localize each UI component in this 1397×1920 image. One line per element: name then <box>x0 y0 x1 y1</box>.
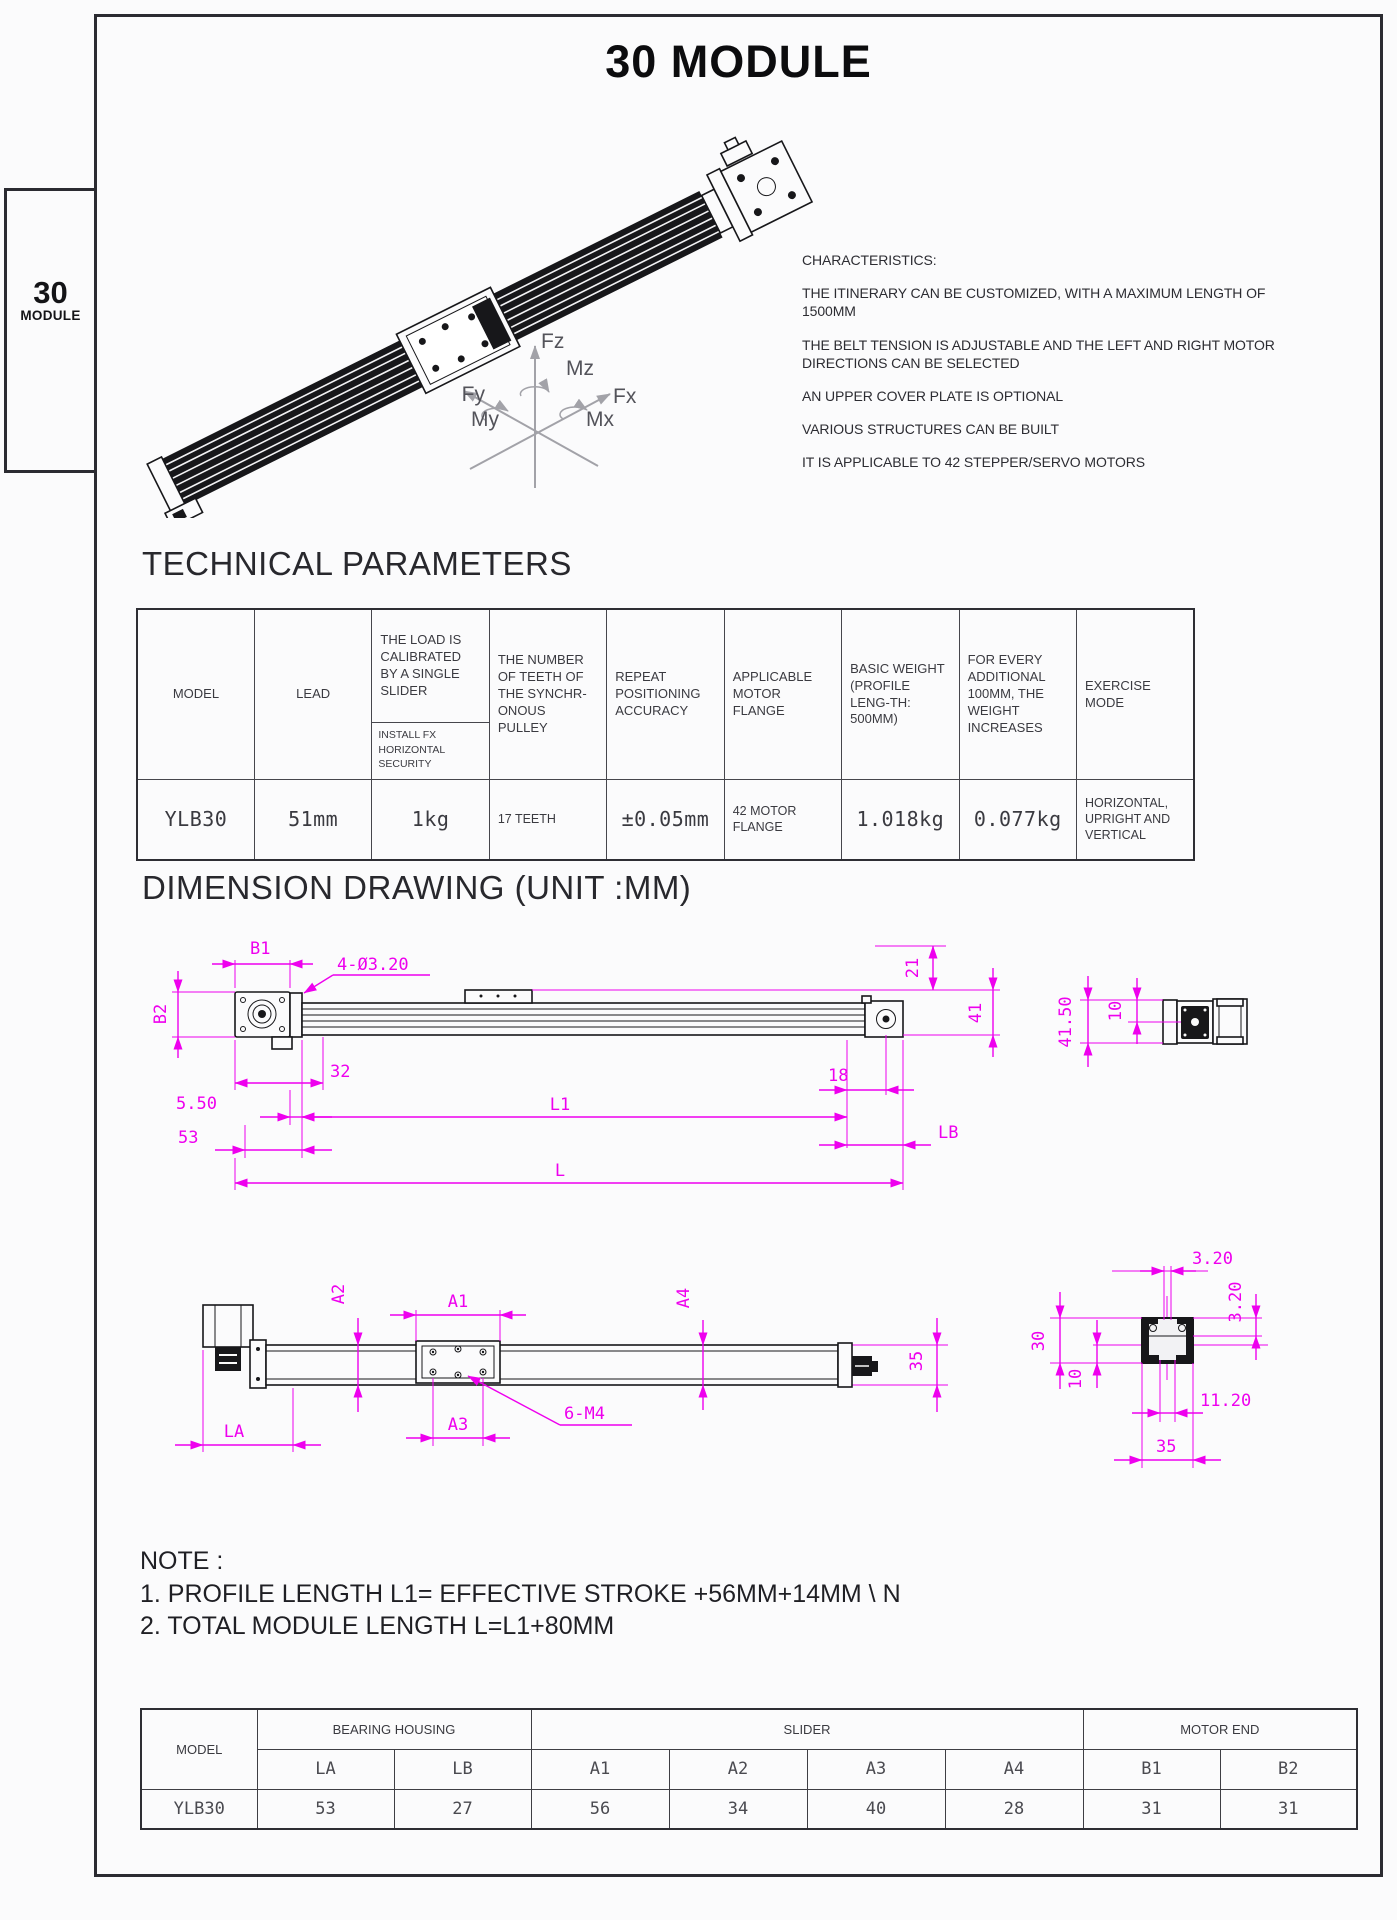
dim-label-mount-holes: 4-Ø3.20 <box>337 955 409 975</box>
note-label: NOTE : <box>140 1547 224 1575</box>
col-b1: B1 <box>1083 1749 1220 1789</box>
dimension-value-table <box>140 1708 1358 1830</box>
dim-label-550: 5.50 <box>176 1094 217 1114</box>
force-axes-diagram <box>400 290 680 500</box>
value-weight-increase: 0.077kg <box>959 780 1076 860</box>
end-view-drawing <box>1056 976 1247 1067</box>
group-motor-end: MOTOR END <box>1083 1709 1357 1749</box>
dim-label-lb: LB <box>938 1123 959 1143</box>
page-title: 30 MODULE <box>605 36 872 87</box>
dim-table-group-row <box>141 1709 1357 1749</box>
dim-label-1120: 11.20 <box>1200 1391 1252 1411</box>
dim-label-b1: B1 <box>250 939 271 959</box>
plan-view-drawing <box>175 1284 948 1452</box>
characteristics-block <box>802 251 1322 487</box>
tech-table-data-row <box>137 780 1194 860</box>
value-a1: 56 <box>531 1789 669 1829</box>
header-accuracy: REPEAT POSITIONING ACCURACY <box>607 609 724 780</box>
technical-parameters-heading: TECHNICAL PARAMETERS <box>142 545 572 582</box>
group-slider: SLIDER <box>531 1709 1083 1749</box>
dim-label-21: 21 <box>903 957 923 979</box>
dim-label-b2: B2 <box>151 1003 171 1025</box>
col-b2: B2 <box>1220 1749 1357 1789</box>
characteristic-item: IT IS APPLICABLE TO 42 STEPPER/SERVO MOTORS <box>802 454 1145 471</box>
dim-label-a2: A2 <box>329 1283 349 1305</box>
dim-label-53: 53 <box>178 1128 199 1148</box>
group-bearing-housing: BEARING HOUSING <box>257 1709 531 1749</box>
side-tab-30-module <box>4 188 97 473</box>
dim-label-l1: L1 <box>549 1095 571 1115</box>
characteristic-item: THE ITINERARY CAN BE CUSTOMIZED, WITH A MAXIMUM LENGTH OF 1500MM <box>802 285 1266 320</box>
dim-label-la: LA <box>223 1422 245 1442</box>
header-weight-increase: FOR EVERY ADDITIONAL 100MM, THE WEIGHT INCREASES <box>959 609 1076 780</box>
value-a2: 34 <box>669 1789 807 1829</box>
dim-label-18: 18 <box>828 1066 849 1086</box>
characteristics-heading: CHARACTERISTICS: <box>802 252 937 268</box>
value-basic-weight: 1.018kg <box>842 780 959 860</box>
dim-label-6m4: 6-M4 <box>564 1404 605 1424</box>
dim-table-values-row <box>141 1789 1357 1829</box>
header-flange: APPLICABLE MOTOR FLANGE <box>724 609 841 780</box>
dim-label-41: 41 <box>966 1002 986 1024</box>
value-la: 53 <box>257 1789 394 1829</box>
value-teeth: 17 TEETH <box>489 780 606 860</box>
tech-table-header-row <box>137 609 1194 780</box>
dim-label-30: 30 <box>1029 1330 1049 1352</box>
side-view-drawing <box>151 939 1000 1190</box>
note-line: 1. PROFILE LENGTH L1= EFFECTIVE STROKE +56MM+14MM \ N <box>140 1579 901 1608</box>
dim-label-l: L <box>554 1161 566 1181</box>
force-label-fx: Fx <box>613 385 637 408</box>
value-lead: 51mm <box>254 780 371 860</box>
value-flange: 42 MOTOR FLANGE <box>724 780 841 860</box>
header-basic-weight: BASIC WEIGHT (PROFILE LENG-TH: 500MM) <box>842 609 959 780</box>
dimension-drawings <box>100 930 1390 1542</box>
dim-label-a1: A1 <box>447 1292 469 1312</box>
dim-label-320-side: 3.20 <box>1226 1281 1246 1323</box>
dimension-drawing-heading: DIMENSION DRAWING (UNIT :MM) <box>142 869 692 906</box>
side-tab-number: 30 <box>33 275 68 310</box>
dim-label-10-section: 10 <box>1066 1368 1086 1390</box>
dim-table-columns-row <box>141 1749 1357 1789</box>
col-a1: A1 <box>531 1749 669 1789</box>
header-load-main: THE LOAD IS CALIBRATED BY A SINGLE SLIDER <box>380 632 462 699</box>
header-model: MODEL <box>137 609 254 780</box>
dim-label-4150: 41.50 <box>1056 996 1076 1048</box>
characteristic-item: THE BELT TENSION IS ADJUSTABLE AND THE LEFT AND RIGHT MOTOR DIRECTIONS CAN BE SELECTED <box>802 336 1275 371</box>
force-label-mx: Mx <box>586 408 614 431</box>
value-accuracy: ±0.05mm <box>607 780 724 860</box>
side-tab-label: MODULE <box>20 308 81 323</box>
section-view-drawing <box>1029 1249 1268 1468</box>
header-load <box>372 609 489 780</box>
value-lb: 27 <box>394 1789 531 1829</box>
dim-label-320-top: 3.20 <box>1192 1249 1233 1269</box>
force-label-my: My <box>471 408 499 431</box>
col-a4: A4 <box>945 1749 1083 1789</box>
value-model: YLB30 <box>137 780 254 860</box>
col-la: LA <box>257 1749 394 1789</box>
dim-label-35-section: 35 <box>1156 1437 1177 1457</box>
value-a3: 40 <box>807 1789 945 1829</box>
value-model: YLB30 <box>141 1789 257 1829</box>
value-a4: 28 <box>945 1789 1083 1829</box>
force-label-fy: Fy <box>461 383 485 406</box>
value-b1: 31 <box>1083 1789 1220 1829</box>
force-label-mz: Mz <box>566 357 594 380</box>
dim-label-35-plan: 35 <box>907 1350 927 1372</box>
note-block <box>140 1545 901 1643</box>
header-load-sub: INSTALL FX HORIZONTAL SECURITY <box>372 722 488 779</box>
characteristic-item: AN UPPER COVER PLATE IS OPTIONAL <box>802 387 1064 404</box>
header-teeth: THE NUMBER OF TEETH OF THE SYNCHR-ONOUS PULLEY <box>489 609 606 780</box>
col-a3: A3 <box>807 1749 945 1789</box>
col-lb: LB <box>394 1749 531 1789</box>
col-a2: A2 <box>669 1749 807 1789</box>
value-b2: 31 <box>1220 1789 1357 1829</box>
header-mode: EXERCISE MODE <box>1077 609 1195 780</box>
note-line: 2. TOTAL MODULE LENGTH L=L1+80MM <box>140 1612 615 1640</box>
dim-label-a4: A4 <box>674 1287 694 1309</box>
dim-label-10-end: 10 <box>1106 1000 1126 1022</box>
value-mode: HORIZONTAL, UPRIGHT AND VERTICAL <box>1077 780 1195 860</box>
dim-label-a3: A3 <box>447 1415 469 1435</box>
dim-label-32: 32 <box>330 1062 351 1082</box>
header-lead: LEAD <box>254 609 371 780</box>
value-load: 1kg <box>372 780 489 860</box>
dim-table-model-header: MODEL <box>141 1709 257 1789</box>
technical-parameters-table <box>136 608 1195 861</box>
characteristic-item: VARIOUS STRUCTURES CAN BE BUILT <box>802 421 1059 438</box>
force-label-fz: Fz <box>541 330 565 353</box>
